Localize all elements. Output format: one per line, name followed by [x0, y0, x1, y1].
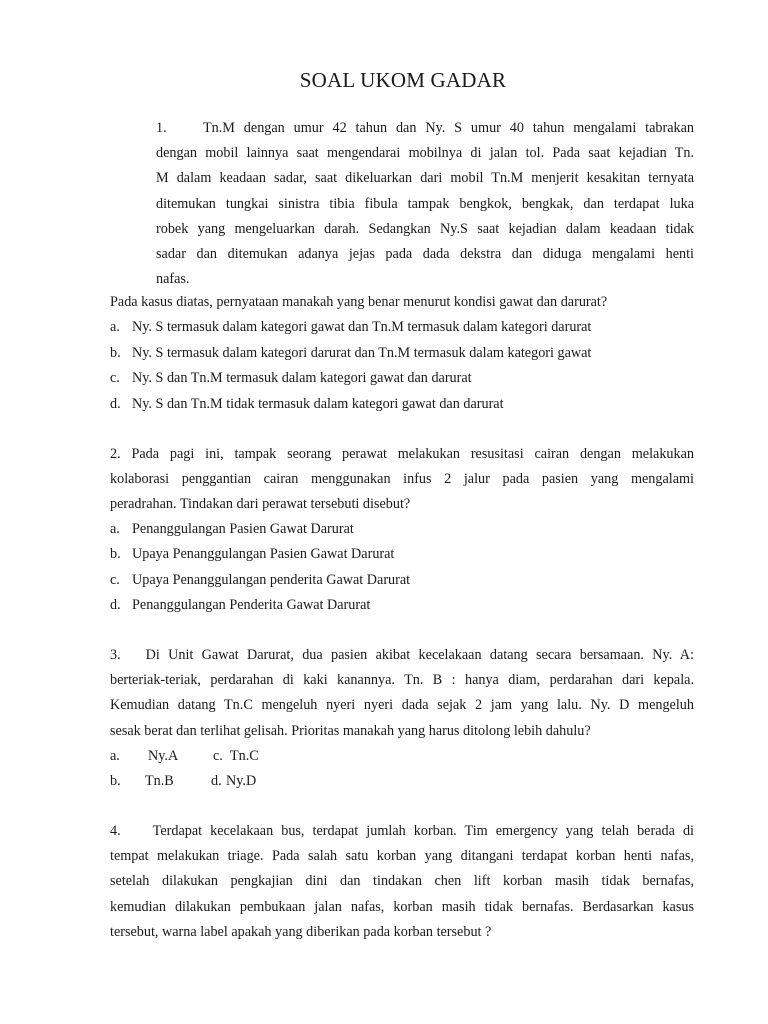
- question-2-option-c: c. Upaya Penanggulangan penderita Gawat Darurat: [110, 572, 411, 588]
- question-2-option-d: d. Penanggulangan Penderita Gawat Darurat: [110, 597, 371, 613]
- question-3-line: sesak berat dan terlihat gelisah. Prioritas manakah yang harus ditolong lebih dahulu?: [110, 722, 591, 739]
- question-3-line: 3. Di Unit Gawat Darurat, dua pasien akibat kecelakaan datang secara bersamaan. Ny. A:: [110, 647, 694, 663]
- question-2-body: [110, 442, 694, 518]
- question-1-line: sadar dan ditemukan adanya jejas pada dada dekstra dan diduga mengalami henti: [156, 245, 694, 262]
- question-4-line: kemudian dilakukan pembukaan jalan nafas, korban masih tidak bernafas. Berdasarkan kasus: [110, 898, 694, 915]
- question-2-option-b: b. Upaya Penanggulangan Pasien Gawat Darurat: [110, 546, 395, 562]
- question-1-prompt: Pada kasus diatas, pernyataan manakah yang benar menurut kondisi gawat dan darurat?: [110, 294, 608, 310]
- question-3-line: Kemudian datang Tn.C mengeluh nyeri nyeri dada sejak 2 jam yang lalu. Ny. D mengeluh: [110, 697, 694, 714]
- question-1-option-d: d. Ny. S dan Tn.M tidak termasuk dalam kategori gawat dan darurat: [110, 396, 504, 412]
- question-4-body: [110, 819, 694, 945]
- question-1-line: robek yang mengeluarkan darah. Sedangkan Ny.S saat kejadian dalam keadaan tidak: [156, 220, 694, 237]
- question-2-option-a: a. Penanggulangan Pasien Gawat Darurat: [110, 521, 354, 537]
- question-1-line: ditemukan tungkai sinistra tibia fibula tampak bengkok, bengkak, dan terdapat luka: [156, 195, 694, 212]
- question-4-line: tempat melakukan triage. Pada salah satu korban yang ditangani terdapat korban henti nafas,: [110, 848, 694, 865]
- question-1-line: 1. Tn.M dengan umur 42 tahun dan Ny. S umur 40 tahun mengalami tabrakan: [156, 116, 694, 141]
- question-3-option-b: b. Tn.B: [110, 773, 174, 789]
- question-1-number: 1.: [156, 120, 167, 136]
- question-3-option-d: d. Ny.D: [211, 773, 257, 789]
- question-3-line: berteriak-teriak, perdarahan di kaki kanannya. Tn. B : hanya diam, perdarahan dari kepala.: [110, 672, 694, 689]
- question-2-line: kolaborasi penggantian cairan menggunakan infus 2 jalur pada pasien yang mengalami: [110, 471, 694, 488]
- question-3-option-a: a. Ny.A: [110, 748, 179, 764]
- question-1-body: [156, 116, 694, 292]
- question-4-line: setelah dilakukan pengkajian dini dan tindakan chen lift korban masih tidak bernafas,: [110, 873, 694, 890]
- question-2-line: peradrahan. Tindakan dari perawat tersebuti disebut?: [110, 496, 411, 513]
- question-3-body: [110, 643, 694, 744]
- question-3-option-c: c. Tn.C: [213, 748, 259, 764]
- question-1-line: dengan mobil lainnya saat mengendarai mobilnya di jalan tol. Pada saat kejadian Tn.: [156, 145, 694, 162]
- question-1-option-c: c. Ny. S dan Tn.M termasuk dalam kategori gawat dan darurat: [110, 370, 472, 386]
- question-4-line: tersebut, warna label apakah yang diberikan pada korban tersebut ?: [110, 923, 492, 940]
- question-2-line: 2. Pada pagi ini, tampak seorang perawat melakukan resusitasi cairan dengan melakukan: [110, 446, 694, 462]
- question-1-line: M dalam keadaan sadar, saat dikeluarkan dari mobil Tn.M menjerit kesakitan ternyata: [156, 170, 694, 187]
- question-1-option-b: b. Ny. S termasuk dalam kategori darurat dan Tn.M termasuk dalam kategori gawat: [110, 345, 592, 361]
- question-4-line: 4. Terdapat kecelakaan bus, terdapat jumlah korban. Tim emergency yang telah berada di: [110, 823, 694, 839]
- document-title: SOAL UKOM GADAR: [299, 68, 507, 92]
- question-1-line: nafas.: [156, 271, 190, 288]
- question-1-option-a: a. Ny. S termasuk dalam kategori gawat dan Tn.M termasuk dalam kategori darurat: [110, 319, 592, 335]
